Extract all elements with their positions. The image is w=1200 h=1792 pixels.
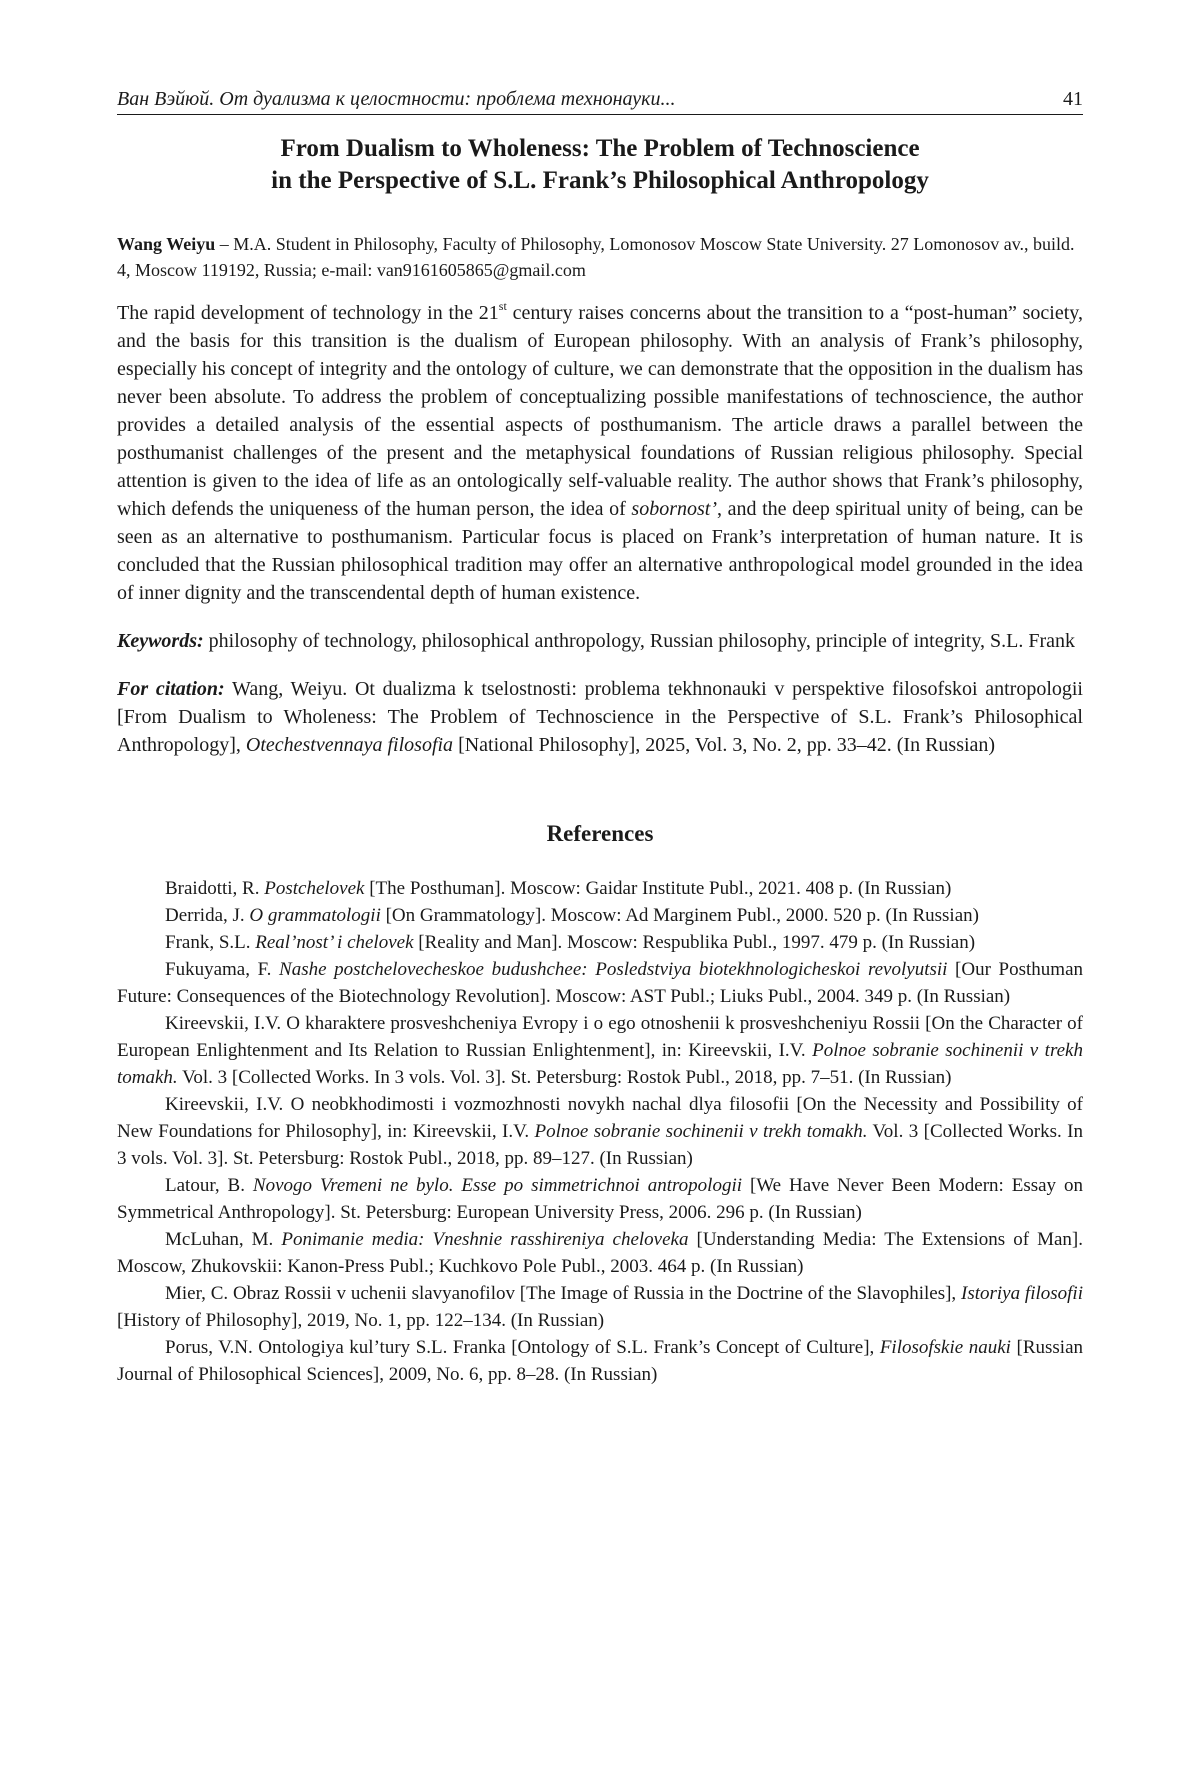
reference-text: McLuhan, M. [165, 1229, 282, 1250]
reference-italic-title: Nashe postchelovecheskoe budushchee: Posledstviya biotekhnologicheskoi revolyutsii [279, 959, 948, 980]
reference-text: [We Have Never Been Modern: Essay on Symmetrical Anthropology]. St. Petersburg: European University Press, 2006. 296 p. (In Russian) [117, 1175, 1083, 1223]
reference-text: Kireevskii, I.V. O neobkhodimosti i vozmozhnosti novykh nachal dlya filosofii [On the Necessity and Possibility of New Foundations for Philosophy], in: Kireevskii, I.V. [117, 1094, 1083, 1142]
reference-text: Derrida, J. [165, 905, 250, 926]
citation-text-a: Wang, Weiyu. Ot dualizma k tselostnosti: problema tekhnonauki v perspektive filosofskoi antropologii [From Dualism to Wholeness: The Problem of Technoscience in the Perspective of S.L. Frank’s Philosophical Anthropology], [117, 678, 1083, 756]
reference-item [117, 956, 1083, 1010]
page-content [117, 86, 1083, 1388]
references-heading: References [546, 821, 654, 846]
author-name: Wang Weiyu [117, 234, 216, 254]
reference-text: [Reality and Man]. Moscow: Respublika Publ., 1997. 479 p. (In Russian) [413, 932, 976, 953]
reference-item [117, 929, 1083, 956]
keywords [117, 627, 1083, 655]
citation-journal: Otechestvennaya filosofia [245, 734, 454, 756]
keywords-text: philosophy of technology, philosophical anthropology, Russian philosophy, principle of integrity, S.L. Frank [203, 630, 1076, 652]
abstract [117, 299, 1083, 607]
reference-italic-title: Ponimanie media: Vneshnie rasshireniya cheloveka [281, 1229, 689, 1250]
reference-text: Kireevskii, I.V. O kharaktere prosveshcheniya Evropy i o ego otnoshenii k prosveshcheniyu Rossii [On the Character of European Enlightenment and Its Relation to Russian Enlightenment], in: Kireevskii, I.V. [117, 1013, 1083, 1061]
reference-text: [Russian Journal of Philosophical Sciences], 2009, No. 6, pp. 8–28. (In Russian) [117, 1337, 1084, 1385]
reference-text: Mier, C. Obraz Rossii v uchenii slavyanofilov [The Image of Russia in the Doctrine of the Slavophiles], [165, 1283, 961, 1304]
reference-italic-title: O grammatologii [249, 905, 381, 926]
page-number: 41 [1063, 88, 1083, 110]
reference-text: [History of Philosophy], 2019, No. 1, pp. 122–134. (In Russian) [117, 1310, 605, 1331]
reference-text: Frank, S.L. [165, 932, 256, 953]
reference-text: [The Posthuman]. Moscow: Gaidar Institute Publ., 2021. 408 p. (In Russian) [364, 878, 952, 899]
abstract-part-1: The rapid development of technology in the 21 [117, 302, 499, 324]
reference-italic-title: Polnoe sobranie sochinenii v trekh tomakh. [117, 1040, 1083, 1088]
reference-item [117, 1091, 1083, 1172]
reference-text: Vol. 3 [Collected Works. In 3 vols. Vol. 3]. St. Petersburg: Rostok Publ., 2018, pp. 7–51. (In Russian) [177, 1067, 952, 1088]
reference-item [117, 1280, 1083, 1334]
article-title [117, 133, 1083, 197]
running-head [117, 86, 1083, 115]
reference-item [117, 875, 1083, 902]
reference-item [117, 1010, 1083, 1091]
reference-text: [Our Posthuman Future: Consequences of the Biotechnology Revolution]. Moscow: AST Publ.; Liuks Publ., 2004. 349 p. (In Russian) [117, 959, 1084, 1007]
reference-item [117, 902, 1083, 929]
citation [117, 675, 1083, 759]
reference-italic-title: Real’nost’ i chelovek [255, 932, 414, 953]
reference-text: Fukuyama, F. [165, 959, 280, 980]
reference-italic-title: Postchelovek [264, 878, 365, 899]
reference-italic-title: Istoriya filosofii [961, 1283, 1083, 1304]
author-affiliation: – M.A. Student in Philosophy, Faculty of Philosophy, Lomonosov Moscow State University. 27 Lomonosov av., build. 4, Moscow 119192, Russia; e-mail: van9161605865@gmail.com [117, 234, 1075, 280]
reference-text: Porus, V.N. Ontologiya kul’tury S.L. Franka [Ontology of S.L. Frank’s Concept of Culture], [165, 1337, 880, 1358]
keywords-label: Keywords: [117, 630, 204, 652]
reference-italic-title: Filosofskie nauki [879, 1337, 1011, 1358]
reference-italic-title: Novogo Vremeni ne bylo. Esse po simmetrichnoi antropologii [252, 1175, 743, 1196]
reference-text: [On Grammatology]. Moscow: Ad Marginem Publ., 2000. 520 p. (In Russian) [380, 905, 979, 926]
abstract-italic-term: sobornost’ [631, 498, 717, 520]
running-head-title: Ван Вэйюй. От дуализма к целостности: проблема технонауки... [117, 88, 676, 110]
reference-text: Braidotti, R. [165, 878, 265, 899]
reference-italic-title: Polnoe sobranie sochinenii v trekh tomakh. [534, 1121, 868, 1142]
abstract-ordinal-suffix: st [498, 299, 507, 313]
citation-label: For citation: [117, 678, 225, 700]
references-list [117, 875, 1083, 1388]
reference-text: [Understanding Media: The Extensions of Man]. Moscow, Zhukovskii: Kanon-Press Publ.; Kuchkovo Pole Publ., 2003. 464 p. (In Russian) [117, 1229, 1083, 1277]
abstract-part-3: , and the deep spiritual unity of being, can be seen as an alternative to posthumanism. Particular focus is placed on Frank’s interpretation of human nature. It is concluded that the Russian philosophical tradition may offer an alternative anthropological model grounded in the idea of inner dignity and the transcendental depth of human existence. [117, 498, 1083, 604]
article-title-line-2: in the Perspective of S.L. Frank’s Philosophical Anthropology [271, 167, 929, 194]
abstract-part-2: century raises concerns about the transition to a “post-human” society, and the basis for this transition is the dualism of European philosophy. With an analysis of Frank’s philosophy, especially his concept of integrity and the ontology of culture, we can demonstrate that the opposition in the dualism has never been absolute. To address the problem of conceptualizing possible manifestations of technoscience, the author provides a detailed analysis of the essential aspects of posthumanism. The article draws a parallel between the posthumanist challenges of the present and the metaphysical foundations of Russian religious philosophy. Special attention is given to the idea of life as an ontologically self-valuable reality. The author shows that Frank’s philosophy, which defends the uniqueness of the human person, the idea of [117, 302, 1084, 520]
citation-text-b: [National Philosophy], 2025, Vol. 3, No. 2, pp. 33–42. (In Russian) [453, 734, 996, 756]
reference-item [117, 1334, 1083, 1388]
article-title-line-1: From Dualism to Wholeness: The Problem of Technoscience [280, 135, 920, 162]
reference-text: Latour, B. [165, 1175, 253, 1196]
author-info [117, 231, 1083, 283]
reference-text: Vol. 3 [Collected Works. In 3 vols. Vol. 3]. St. Petersburg: Rostok Publ., 2018, pp. 89–127. (In Russian) [117, 1121, 1083, 1169]
reference-item [117, 1226, 1083, 1280]
reference-item [117, 1172, 1083, 1226]
